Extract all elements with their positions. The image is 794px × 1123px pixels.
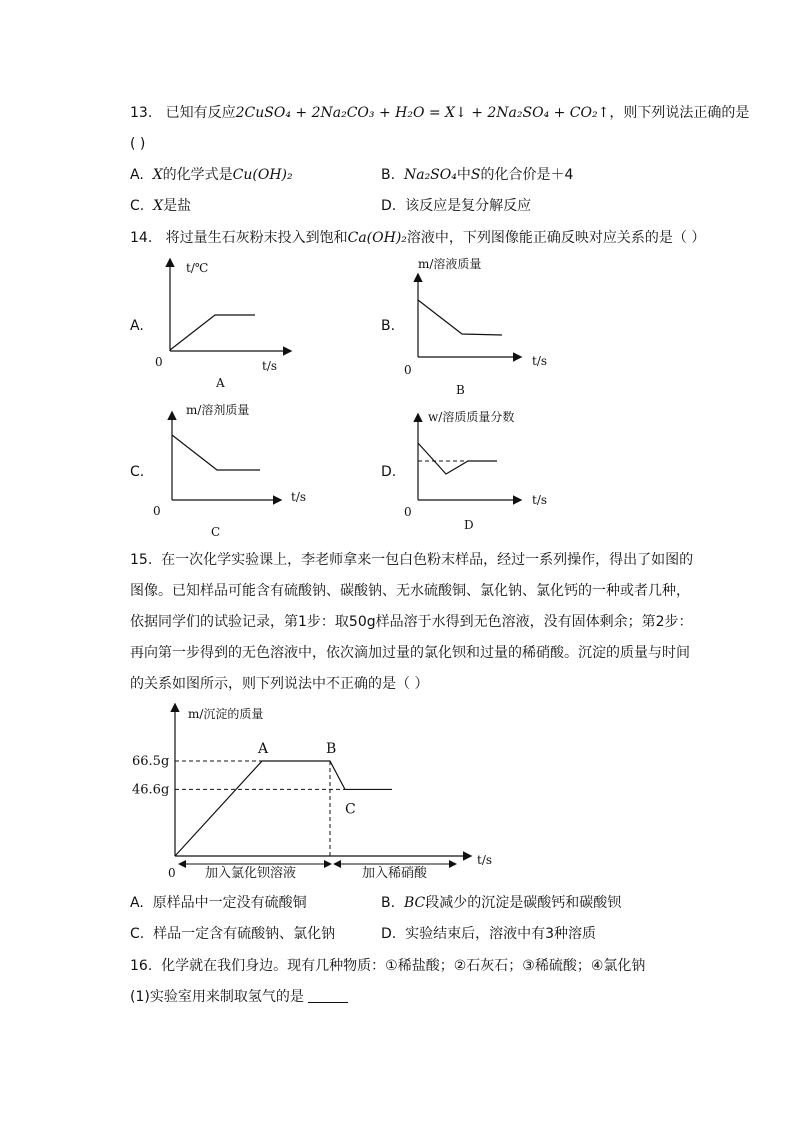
q13-number: 13. — [130, 105, 153, 121]
x-axis-label: t/s — [262, 359, 278, 373]
graph-option-label: B. — [381, 318, 396, 334]
q13-equation: 2CuSO₄ + 2Na₂CO₃ + H₂O = X↓ + 2Na₂SO₄ + CO₂↑ — [235, 105, 610, 121]
q13-paren: ( ) — [130, 136, 146, 152]
q14-stem — [130, 228, 705, 248]
q13-stem-suffix: ，则下列说法正确的是 — [609, 105, 750, 121]
option-label: D. — [381, 198, 397, 214]
curve — [418, 300, 502, 335]
curve — [170, 315, 255, 350]
y-axis-label: t/℃ — [186, 261, 209, 275]
x-axis-label: t/s — [532, 354, 548, 368]
graph-a[interactable] — [130, 260, 290, 390]
point-label-b: B — [326, 741, 337, 757]
q13-option-c[interactable] — [130, 196, 191, 216]
y-axis-label: w/溶质质量分数 — [428, 410, 515, 424]
q16-sub1-text: (1)实验室用来制取氢气的是 — [130, 989, 304, 1005]
q15-option-d[interactable] — [381, 924, 596, 944]
graph-option-label: A. — [130, 318, 144, 334]
q15-text: 在一次化学实验课上，李老师拿来一包白色粉末样品，经过一系列操作，得出了如图的 — [161, 552, 694, 568]
option-label: A. — [130, 167, 144, 183]
option-label: B. — [381, 167, 396, 183]
q16-sub1 — [130, 987, 348, 1007]
option-text: 是盐 — [163, 198, 192, 214]
q16-text: 化学就在我们身边。现有几种物质：①稀盐酸；②石灰石；③稀硫酸；④氯化钠 — [161, 958, 646, 974]
phase-label-bacl2: 加入氯化钡溶液 — [205, 866, 297, 881]
option-math: S — [470, 167, 481, 183]
q16-stem — [130, 956, 645, 976]
x-axis-label: t/s — [291, 490, 307, 504]
option-label: A. — [130, 895, 144, 911]
x-axis-label: t/s — [477, 853, 493, 867]
y-axis-label: m/溶剂质量 — [186, 403, 250, 417]
graph-b[interactable] — [381, 256, 547, 397]
precipitate-curve — [175, 761, 392, 856]
option-math: Na₂SO₄ — [403, 167, 457, 183]
q13-option-a[interactable] — [130, 165, 293, 185]
origin-label: 0 — [168, 866, 176, 880]
origin-label: 0 — [155, 355, 163, 369]
curve — [172, 435, 260, 470]
origin-label: 0 — [153, 504, 161, 518]
q15-chart — [0, 700, 794, 890]
q13-stem-prefix: 已知有反应 — [165, 105, 236, 121]
option-label: B. — [381, 895, 396, 911]
q15-option-b[interactable] — [381, 893, 621, 913]
y-tick-label: 46.6g — [132, 782, 170, 798]
q15-number: 15. — [130, 552, 153, 568]
option-label: C. — [130, 198, 145, 214]
graph-caption: C — [211, 525, 221, 539]
point-label-a: A — [258, 741, 269, 757]
graph-c[interactable] — [130, 402, 306, 539]
q13-option-d[interactable] — [381, 196, 531, 216]
q15-option-a[interactable] — [130, 893, 307, 913]
y-tick-label: 66.5g — [132, 754, 170, 769]
option-math: BC — [403, 895, 426, 911]
graph-d[interactable] — [381, 409, 547, 532]
curve — [418, 443, 497, 474]
option-label: D. — [381, 926, 397, 942]
graph-option-label: C. — [130, 464, 145, 480]
q13-option-b[interactable] — [381, 165, 573, 185]
option-text: 段减少的沉淀是碳酸钙和碳酸钡 — [425, 895, 622, 911]
option-math: X — [152, 167, 163, 183]
y-axis-label: m/沉淀的质量 — [188, 707, 264, 721]
origin-label: 0 — [404, 505, 412, 519]
q15-line-2: 图像。已知样品可能含有硫酸钠、碳酸钠、无水硫酸铜、氯化钠、氯化钙的一种或者几种， — [130, 583, 690, 599]
q15-option-c[interactable] — [130, 924, 335, 944]
option-text: 中 — [456, 167, 471, 183]
option-math: Cu(OH)₂ — [232, 167, 293, 183]
q16-number: 16. — [130, 958, 153, 974]
option-text: 原样品中一定没有硫酸铜 — [152, 895, 307, 911]
graph-caption: B — [456, 383, 465, 397]
q15-line-4: 再向第一步得到的无色溶液中，依次滴加过量的氯化钡和过量的稀硝酸。沉淀的质量与时间 — [130, 645, 690, 661]
option-text: 实验结束后，溶液中有3种溶质 — [405, 926, 597, 942]
phase-label-hno3: 加入稀硝酸 — [362, 866, 428, 881]
answer-blank[interactable] — [308, 988, 348, 1003]
option-text: 的化学式是 — [162, 167, 233, 183]
q14-formula: Ca(OH)₂ — [347, 230, 407, 246]
point-label-c: C — [345, 801, 356, 818]
option-label: C. — [130, 926, 145, 942]
q14-stem-prefix: 将过量生石灰粉末投入到饱和 — [165, 230, 348, 246]
graph-caption: A — [216, 376, 225, 390]
q15-line-1 — [130, 550, 693, 570]
q14-graphs — [0, 250, 794, 550]
origin-label: 0 — [404, 363, 412, 377]
q15-line-3: 依据同学们的试验记录，第1步：取50g样品溶于水得到无色溶液，没有固体剩余；第2步： — [130, 614, 693, 630]
graph-option-label: D. — [381, 464, 397, 480]
q15-line-5: 的关系如图所示，则下列说法中不正确的是（ ） — [130, 676, 429, 692]
q14-number: 14. — [130, 230, 153, 246]
option-math: X — [153, 198, 164, 214]
q13-stem — [130, 103, 749, 123]
graph-caption: D — [464, 518, 474, 532]
option-text: 样品一定含有硫酸钠、氯化钠 — [153, 926, 336, 942]
x-axis-label: t/s — [532, 493, 548, 507]
option-text: 该反应是复分解反应 — [405, 198, 532, 214]
y-axis-label: m/溶液质量 — [418, 257, 482, 271]
q14-stem-suffix: 溶液中，下列图像能正确反映对应关系的是（ ） — [406, 230, 706, 246]
option-text: 的化合价是＋4 — [480, 167, 574, 183]
